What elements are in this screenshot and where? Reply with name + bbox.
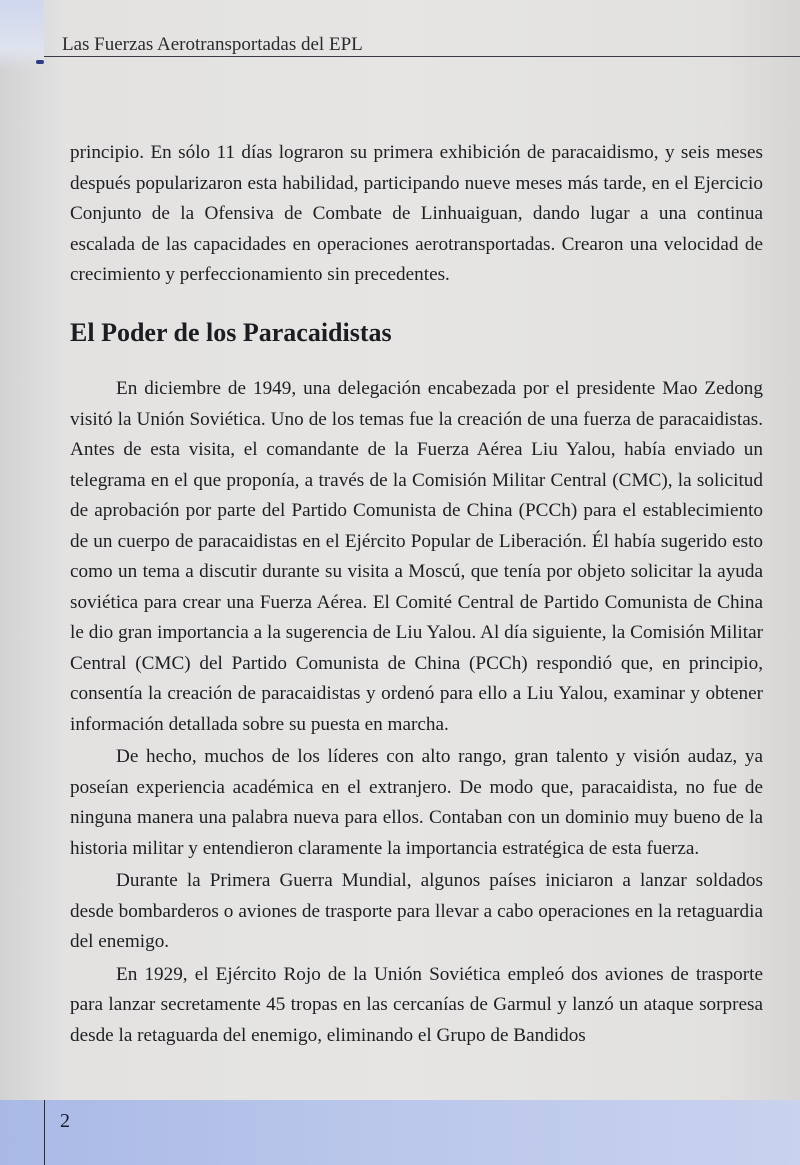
body-paragraph: Durante la Primera Guerra Mundial, algunos países iniciaron a lanzar soldados desde bombarderos o aviones de trasporte para llevar a cabo operaciones en la retaguardia del enemigo. [70,870,763,952]
body-paragraph: En 1929, el Ejército Rojo de la Unión Soviética empleó dos aviones de trasporte para lanzar secretamente 45 tropas en las cercanías de Garmul y lanzó un ataque sorpresa desde la retaguarda del enemigo, eliminando el Grupo de Bandidos [70,963,763,1046]
intro-text [70,138,763,293]
section-body [70,374,763,1053]
running-header: Las Fuerzas Aerotransportadas del EPL [62,34,363,55]
header-rule [44,56,800,57]
footer-divider [44,1100,45,1165]
section-heading: El Poder de los Paracaidistas [70,318,392,347]
page-number: 2 [60,1110,70,1132]
footer-band [0,1100,800,1165]
intro-paragraph: principio. En sólo 11 días lograron su primera exhibición de paracaidismo, y seis meses después popularizaron esta habilidad, participando nueve meses más tarde, en el Ejercicio Conjunto de la Ofensiva de Combate de Linhuaiguan, dando lugar a una continua escalada de las capacidades en operaciones aerotransportadas. Crearon una velocidad de crecimiento y perfeccionamiento sin precedentes. [70,142,763,285]
body-paragraph: De hecho, muchos de los líderes con alto rango, gran talento y visión audaz, ya poseían experiencia académica en el extranjero. De modo que, paracaidista, no fue de ninguna manera una palabra nueva para ellos. Contaban con un dominio muy bueno de la historia militar y entendieron claramente la importancia estratégica de esta fuerza. [70,746,763,859]
body-paragraph: En diciembre de 1949, una delegación encabezada por el presidente Mao Zedong visitó la Unión Soviética. Uno de los temas fue la creación de una fuerza de paracaidistas. Antes de esta visita, el comandante de la Fuerza Aérea Liu Yalou, había enviado un telegrama en el que proponía, a través de la Comisión Militar Central (CMC), la solicitud de aprobación por parte del Partido Comunista de China (PCCh) para el establecimiento de un cuerpo de paracaidistas en el Ejército Popular de Liberación. Él había sugerido esto como un tema a discutir durante su visita a Moscú, que tenía por objeto solicitar la ayuda soviética para crear una Fuerza Aérea. El Comité Central de Partido Comunista de China le dio gran importancia a la sugerencia de Liu Yalou. Al día siguiente, la Comisión Militar Central (CMC) del Partido Comunista de China (PCCh) respondió que, en principio, consentía la creación de paracaidistas y ordenó para ello a Liu Yalou, examinar y obtener información detallada sobre su puesta en marcha. [70,378,763,735]
header-accent [36,60,44,64]
